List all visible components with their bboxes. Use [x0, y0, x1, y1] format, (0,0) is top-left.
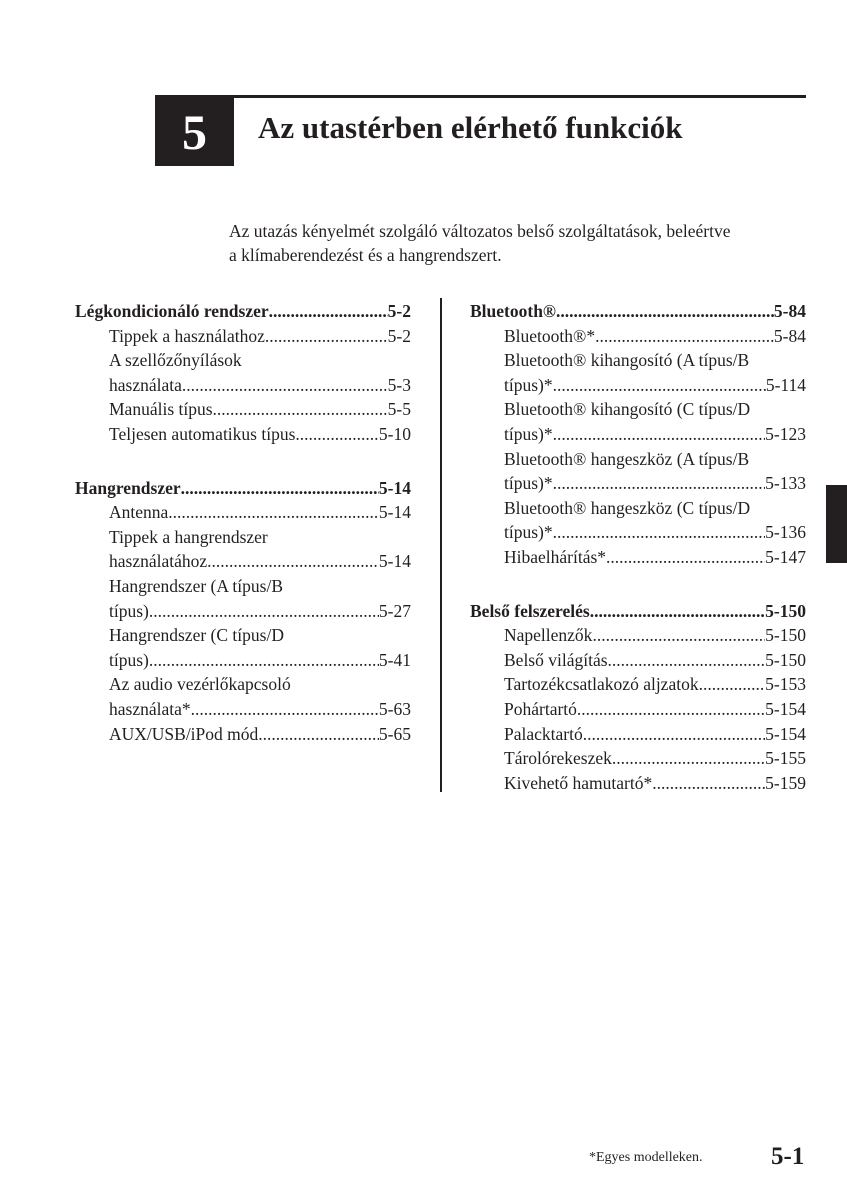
toc-entry[interactable]: használatához ..... 5-14 [75, 549, 411, 574]
intro-line: a klímaberendezést és a hangrendszert. [229, 245, 502, 265]
toc-entry[interactable]: Kivehető hamutartó* ..... 5-159 [470, 771, 806, 796]
toc-heading-belso-felszereles[interactable]: Belső felszerelés ..... 5-150 [470, 599, 806, 624]
toc-entry[interactable]: típus)* ..... 5-114 [470, 373, 806, 398]
chapter-top-rule [155, 95, 806, 98]
toc-heading-hangrendszer[interactable]: Hangrendszer ..... 5-14 [75, 476, 411, 501]
toc-entry[interactable]: típus)* ..... 5-133 [470, 471, 806, 496]
toc-heading-bluetooth[interactable]: Bluetooth® ..... 5-84 [470, 299, 806, 324]
toc-entry[interactable]: típus)* ..... 5-123 [470, 422, 806, 447]
toc-entry-line: A szellőzőnyílások [109, 350, 242, 371]
toc-entry-line: Bluetooth® kihangosító (C típus/D [504, 399, 751, 420]
toc-entry[interactable]: Bluetooth®* ..... 5-84 [470, 324, 806, 349]
toc-entry[interactable]: típus) ..... 5-41 [75, 648, 411, 673]
toc-right-column [470, 299, 806, 795]
chapter-intro [229, 219, 809, 267]
toc-entry[interactable]: Tartozékcsatlakozó aljzatok ..... 5-153 [470, 672, 806, 697]
toc-entry[interactable]: Antenna ..... 5-14 [75, 500, 411, 525]
chapter-number-box [155, 98, 234, 166]
toc-heading-legkondicionalo[interactable]: Légkondicionáló rendszer ..... 5-2 [75, 299, 411, 324]
toc-entry-line: Tippek a hangrendszer [109, 526, 268, 547]
chapter-title: Az utastérben elérhető funkciók [258, 110, 683, 145]
column-divider [440, 298, 442, 792]
toc-entry[interactable]: típus)* ..... 5-136 [470, 520, 806, 545]
toc-entry[interactable]: Hibaelhárítás* ..... 5-147 [470, 545, 806, 570]
intro-line: Az utazás kényelmét szolgáló változatos belső szolgáltatások, beleértve [229, 221, 731, 241]
toc-entry[interactable]: Belső világítás ..... 5-150 [470, 648, 806, 673]
toc-entry-line: Hangrendszer (A típus/B [109, 575, 283, 596]
toc-entry-line: Bluetooth® kihangosító (A típus/B [504, 350, 750, 371]
toc-entry[interactable]: használata* ..... 5-63 [75, 697, 411, 722]
footnote: *Egyes modelleken. [589, 1150, 703, 1165]
toc-entry-line: Az audio vezérlőkapcsoló [109, 674, 291, 695]
chapter-edge-tab [826, 485, 847, 563]
toc-entry[interactable]: Palacktartó ..... 5-154 [470, 722, 806, 747]
toc-entry[interactable]: típus) ..... 5-27 [75, 599, 411, 624]
toc-entry[interactable]: használata ..... 5-3 [75, 373, 411, 398]
toc-entry-line: Hangrendszer (C típus/D [109, 625, 284, 646]
toc-entry[interactable]: Teljesen automatikus típus ..... 5-10 [75, 422, 411, 447]
toc-entry[interactable]: Napellenzők ..... 5-150 [470, 623, 806, 648]
toc-entry[interactable]: Tippek a használathoz ..... 5-2 [75, 324, 411, 349]
toc-entry[interactable]: AUX/USB/iPod mód ..... 5-65 [75, 722, 411, 747]
toc-left-column [75, 299, 411, 746]
toc-entry[interactable]: Pohártartó ..... 5-154 [470, 697, 806, 722]
page-number: 5-1 [771, 1143, 805, 1170]
toc-entry[interactable]: Tárolórekeszek ..... 5-155 [470, 746, 806, 771]
toc-entry-line: Bluetooth® hangeszköz (A típus/B [504, 448, 750, 469]
toc-entry-line: Bluetooth® hangeszköz (C típus/D [504, 497, 751, 518]
toc-entry[interactable]: Manuális típus ..... 5-5 [75, 397, 411, 422]
chapter-number: 5 [182, 104, 207, 160]
